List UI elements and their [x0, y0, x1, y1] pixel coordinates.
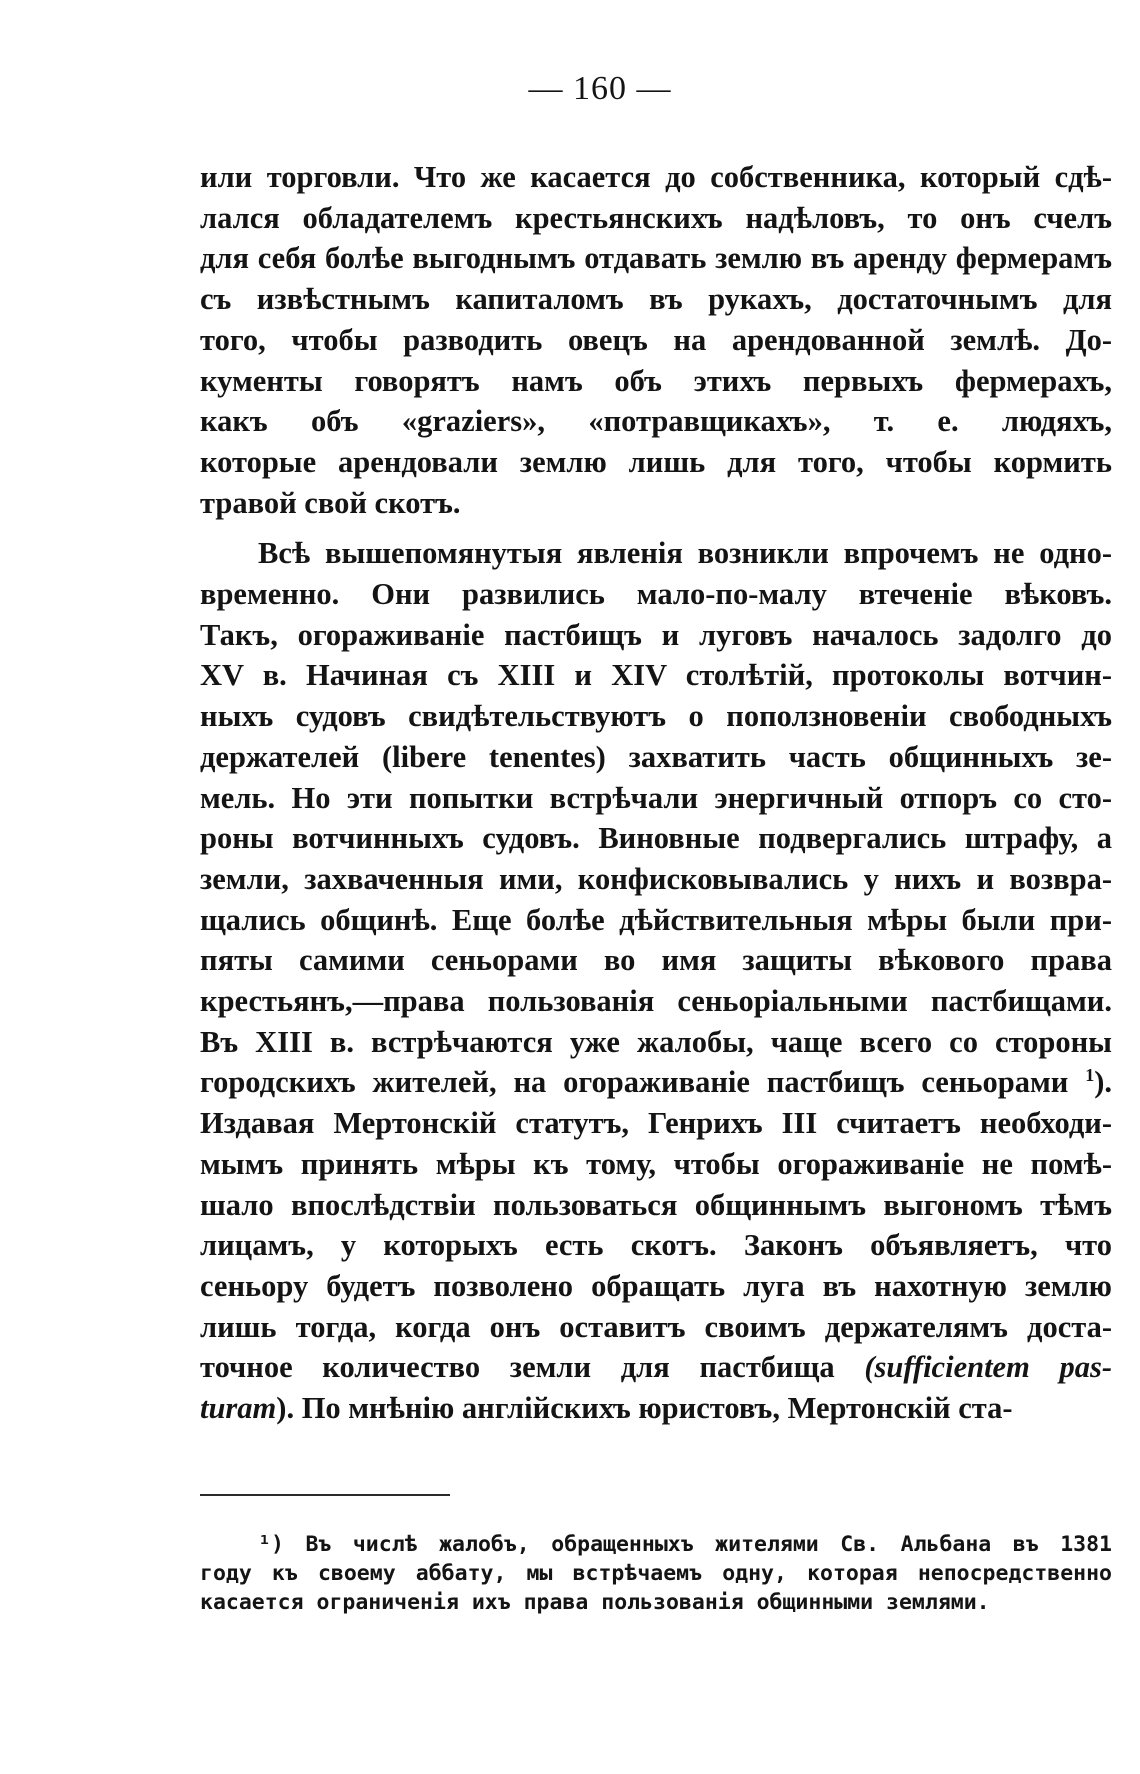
text-line: или торговли. Что же касается до собственника, который сдѣ-: [200, 160, 1112, 194]
text-line: кументы говорятъ намъ объ этихъ первыхъ фермерахъ,: [200, 363, 1112, 398]
text-segment: ). По мнѣнію англійскихъ юристовъ, Мертонскій ста-: [276, 1391, 1013, 1426]
text-line: земли, захваченныя ими, конфисковывались у нихъ и возвра-: [200, 861, 1112, 896]
text-line: Въ XIII в. встрѣчаются уже жалобы, чаще всего со стороны: [200, 1024, 1112, 1059]
footnote-text: Въ числѣ жалобъ, обращенныхъ жителями Св. Альбана въ 1381: [305, 1532, 1112, 1557]
text-line: крестьянъ,—права пользованія сеньоріальными пастбищами.: [200, 984, 1112, 1019]
text-line: Такъ, огораживаніе пастбищъ и луговъ началось задолго до: [200, 617, 1112, 652]
text-line: роны вотчинныхъ судовъ. Виновные подвергались штрафу, а: [200, 821, 1112, 856]
footnote-marker: ¹): [258, 1532, 284, 1557]
text-line: Издавая Мертонскій статутъ, Генрихъ III считаетъ необходи-: [200, 1106, 1112, 1141]
paragraph-1: [200, 157, 1112, 523]
text-line: XV в. Начиная съ XIII и XIV столѣтій, протоколы вотчин-: [200, 658, 1112, 693]
footnote: [200, 1530, 1112, 1617]
text-line: лицамъ, у которыхъ есть скотъ. Законъ объявляетъ, что: [200, 1228, 1112, 1263]
main-text: [200, 157, 1112, 1429]
text-line-with-italic: [200, 1388, 1112, 1429]
text-line-with-italic: [200, 1347, 1112, 1388]
footnote-divider: [200, 1494, 450, 1496]
text-segment: городскихъ жителей, на огораживаніе пастбищъ сеньорами: [200, 1065, 1069, 1100]
text-segment: точное количество земли для пастбища: [200, 1350, 835, 1385]
text-line: Всѣ вышепомянутыя явленія возникли впрочемъ не одно-: [258, 536, 1112, 571]
text-line: шало впослѣдствіи пользоваться общиннымъ выгономъ тѣмъ: [200, 1187, 1112, 1222]
text-line: сеньору будетъ позволено обращать луга въ нахотную землю: [200, 1268, 1112, 1303]
paragraph-2: [200, 533, 1112, 1428]
footnote-line: году къ своему аббату, мы встрѣчаемъ одну, которая непосредственно: [200, 1561, 1112, 1586]
text-line: держателей (libere tenentes) захватить часть общинныхъ зе-: [200, 739, 1112, 774]
italic-latin-phrase: turam: [200, 1391, 277, 1426]
text-line: какъ объ «graziers», «потравщикахъ», т. е. людяхъ,: [200, 404, 1112, 439]
text-line: щались общинѣ. Еще болѣе дѣйствительныя мѣры были при-: [200, 902, 1112, 937]
footnote-reference: 1: [1085, 1065, 1095, 1086]
text-line: которые арендовали землю лишь для того, чтобы кормить: [200, 444, 1112, 479]
footnote-line: [200, 1530, 1112, 1559]
text-line: того, чтобы разводить овецъ на арендованной землѣ. До-: [200, 322, 1112, 357]
text-line: мымъ принять мѣры къ тому, чтобы огораживаніе не помѣ-: [200, 1146, 1112, 1181]
text-line: ныхъ судовъ свидѣтельствуютъ о поползновеніи свободныхъ: [200, 699, 1112, 734]
text-line: съ извѣстнымъ капиталомъ въ рукахъ, достаточнымъ для: [200, 282, 1112, 317]
text-line: лался обладателемъ крестьянскихъ надѣловъ, то онъ счелъ: [200, 200, 1112, 235]
text-line: для себя болѣе выгоднымъ отдавать землю въ аренду фермерамъ: [200, 241, 1112, 276]
italic-latin-phrase: (sufficientem pas-: [864, 1350, 1113, 1385]
text-line: лишь тогда, когда онъ оставитъ своимъ держателямъ доста-: [200, 1309, 1112, 1344]
text-line-with-footnote-ref: городскихъ жителей, на огораживаніе пастбищъ сеньорами $^1$).: [200, 1065, 1112, 1100]
text-line: временно. Они развились мало-по-малу втеченіе вѣковъ.: [200, 577, 1112, 612]
text-line: травой свой скотъ.: [200, 485, 461, 520]
text-line: мель. Но эти попытки встрѣчали энергичный отпоръ со сто-: [200, 780, 1112, 815]
text-line: пяты самими сеньорами во имя защиты вѣкового права: [200, 943, 1112, 978]
footnote-line: касается ограниченія ихъ права пользованія общинными землями.: [200, 1590, 990, 1615]
page-number: — 160 —: [528, 70, 672, 107]
